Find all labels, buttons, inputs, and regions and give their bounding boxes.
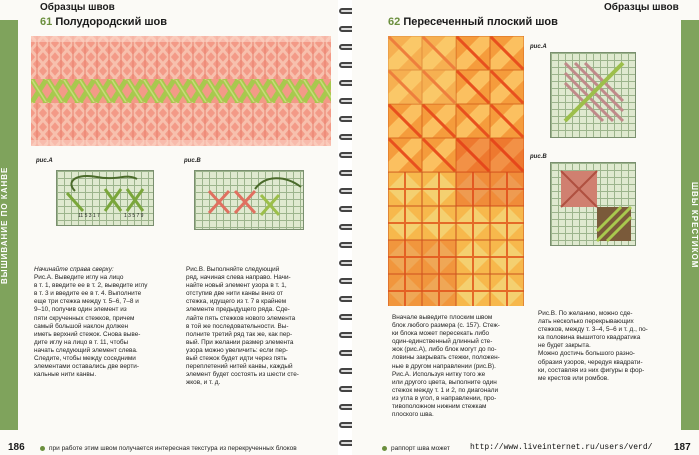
page-header: Образцы швов xyxy=(604,2,679,13)
caption-b-line: Можно достичь большого разно- xyxy=(538,350,635,358)
caption-b-line: полните третий ряд так же, как пер- xyxy=(186,330,293,338)
stitch-sample-photo xyxy=(388,36,524,306)
caption-b-line: ка половина вышитого квадратика xyxy=(538,334,641,342)
section-title-text: Полудородский шов xyxy=(55,16,168,28)
caption-a-line: самый большой наклон должен xyxy=(34,322,129,330)
caption-b-line: ки, составляя из них фигуры в фор- xyxy=(538,366,645,374)
caption-b-line: жков, и т. д. xyxy=(186,379,221,387)
figure-b-canvas xyxy=(194,170,304,230)
caption-figure-a xyxy=(392,314,532,419)
right-page xyxy=(352,0,699,455)
caption-a-line: жок (рис.А), либо блок могут до по- xyxy=(392,346,497,354)
caption-a-line: ловины закрывать стежки, положен- xyxy=(392,354,500,362)
caption-b-line: стежка, идущего из т. 7 в крайнем xyxy=(186,298,287,306)
caption-a-line: еще три стежка между т. 5–6, 7–8 и xyxy=(34,298,139,306)
caption-a-line: кальные нити канвы. xyxy=(34,371,97,379)
sidebar-tab: ШВЫ КРЕСТИКОМ xyxy=(681,20,699,430)
figure-b-svg xyxy=(551,163,637,247)
page-number: 187 xyxy=(674,442,691,453)
caption-b-line: элемент будет состоять из шести сте- xyxy=(186,371,299,379)
caption-a-line: элементами оставались две верти- xyxy=(34,363,139,371)
caption-b-line: вый стежок будет идти через пять xyxy=(186,355,287,363)
caption-a-line: плоского шва. xyxy=(392,411,434,419)
caption-b-line: найте новый элемент узора в т. 1, xyxy=(186,282,287,290)
figure-a-svg xyxy=(551,53,637,139)
caption-figure-b xyxy=(186,266,336,387)
caption-b-line: ме крестов или ромбов. xyxy=(538,374,609,382)
caption-b-line: в той же последовательности. Вы- xyxy=(186,322,289,330)
caption-figure-a xyxy=(34,266,182,379)
caption-b-line: образия узоров, чередуя квадрати- xyxy=(538,358,643,366)
caption-a-line: 9–10, получив один элемент из xyxy=(34,306,127,314)
figure-a-label: рис.А xyxy=(530,44,547,50)
caption-a-line: тивоположном нижним стежкам xyxy=(392,403,487,411)
footer-text: при работе этим швом получается интересная текстура из перекрученных блоков xyxy=(49,445,297,452)
caption-a-line: Вначале выведите плоским швом xyxy=(392,314,493,321)
caption-b-line: ряд, начиная слева направо. Начи- xyxy=(186,274,291,282)
caption-b-line: лайте пять стежков нового элемента xyxy=(186,314,296,322)
figure-a-point-numbers: 11 5 3 1 7 xyxy=(78,213,100,219)
caption-a-line: в т. 3 и введите ее в т. 4. Выполните xyxy=(34,290,142,298)
caption-a-line: в т. 1, введите ее в т. 2, выведите иглу xyxy=(34,282,148,290)
stitch-sample-svg xyxy=(388,36,524,306)
caption-b-line: стежков, между т. 3–4, 5–6 и т. д., по- xyxy=(538,326,648,334)
stitch-sample-photo xyxy=(31,36,331,146)
figure-a-canvas xyxy=(550,52,636,138)
caption-a-line: стежок между т. 1 и 2, по диагонали xyxy=(392,386,499,394)
caption-a-line: Следите, чтобы между соседними xyxy=(34,355,136,363)
caption-a-line: иметь верхний стежок. Снова выве- xyxy=(34,330,141,338)
figure-b-canvas xyxy=(550,162,636,246)
caption-a-line: блок любого размера (с. 157). Стеж- xyxy=(392,322,500,330)
figure-a-label: рис.А xyxy=(36,158,53,164)
caption-b-line: вый. При желании размер элемента xyxy=(186,338,294,346)
caption-b-line: переплетений нитей канвы, каждый xyxy=(186,363,293,371)
watermark-url[interactable]: http://www.liveinternet.ru/users/verd/ xyxy=(470,443,653,452)
bullet-icon xyxy=(382,446,387,451)
caption-b-line: Рис.В. Выполняйте следующий xyxy=(186,266,280,273)
figure-b-svg xyxy=(195,171,305,231)
page-header: Образцы швов xyxy=(40,2,115,13)
caption-a-line: пяти скрученных стежков, причем xyxy=(34,314,135,322)
figure-b-label: рис.В xyxy=(530,154,547,160)
caption-a-line: начать следующий элемент слева. xyxy=(34,346,138,354)
caption-b-line: Рис.В. По желанию, можно сде- xyxy=(538,310,633,317)
caption-a-line: или другого цвета, выполните один xyxy=(392,378,497,386)
caption-a-line: Рис.А. Выведите иглу на лицо xyxy=(34,274,124,282)
section-number: 61 xyxy=(40,16,53,28)
caption-b-line: элементе предыдущего ряда. Сде- xyxy=(186,306,290,314)
caption-b-line: лать несколько перекрывающих xyxy=(538,318,634,326)
section-title-text: Пересеченный плоский шов xyxy=(403,16,558,28)
caption-a-line: ные в другом направлении (рис.В). xyxy=(392,362,496,370)
caption-a-line: один-единственный длинный сте- xyxy=(392,338,493,346)
section-title xyxy=(40,16,167,28)
caption-b-line: не будет закрыта. xyxy=(538,342,591,350)
page-number: 186 xyxy=(8,442,25,453)
figure-b-label: рис.В xyxy=(184,158,201,164)
stitch-sample-svg xyxy=(31,36,331,146)
caption-a-line: Рис.А. Используя нитку того же xyxy=(392,370,486,378)
page-footer xyxy=(40,445,297,452)
caption-a-line: дите иглу на лицо в т. 11, чтобы xyxy=(34,338,129,346)
figure-a-point-numbers-2: 1 3 5 7 9 xyxy=(124,213,144,219)
section-title xyxy=(388,16,558,28)
caption-a-line: Начинайте справа сверху: xyxy=(34,266,114,273)
section-number: 62 xyxy=(388,16,401,28)
caption-b-line: узора можно увеличить: если пер- xyxy=(186,346,288,354)
caption-a-line: ки блока может пересекать либо xyxy=(392,330,490,338)
left-page xyxy=(0,0,340,455)
sidebar-tab: ВЫШИВАНИЕ ПО КАНВЕ xyxy=(0,20,18,430)
caption-b-line: отступив две нити канвы вниз от xyxy=(186,290,283,298)
caption-a-line: из угла в угол, в направлении, про- xyxy=(392,394,497,402)
page-footer xyxy=(382,445,450,452)
caption-figure-b xyxy=(538,310,678,383)
bullet-icon xyxy=(40,446,45,451)
footer-text: раппорт шва может xyxy=(391,445,450,452)
